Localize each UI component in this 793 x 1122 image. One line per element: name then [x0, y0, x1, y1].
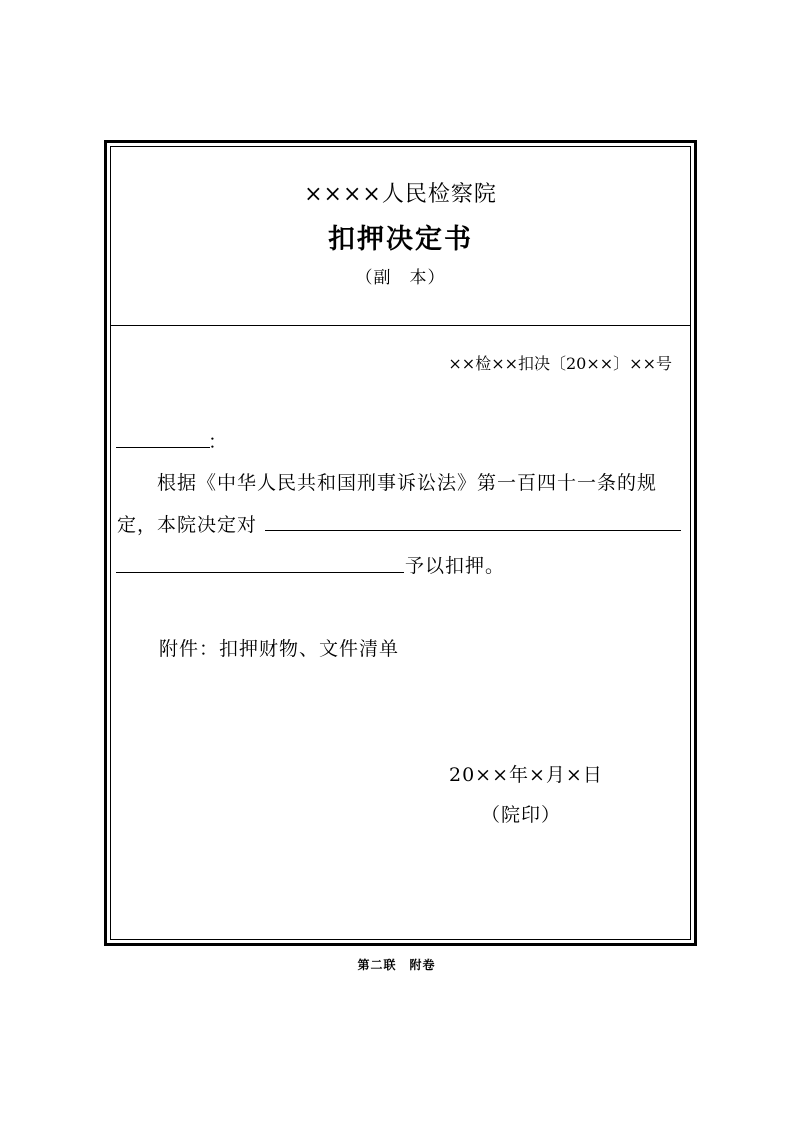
form-frame — [104, 140, 697, 946]
document-number: ××检××扣决〔20××〕××号 — [448, 354, 672, 373]
signature-date: 20××年×月×日 — [449, 764, 603, 786]
addressee-blank — [116, 447, 210, 448]
seal-label: （院印） — [481, 804, 562, 826]
form-inner-border — [110, 146, 691, 940]
body-line-1: 根据《中华人民共和国刑事诉讼法》第一百四十一条的规 — [157, 472, 658, 494]
seized-items-blank-2 — [116, 572, 404, 573]
header-divider — [111, 325, 690, 326]
agency-name: ××××人民检察院 — [304, 182, 497, 207]
copy-designation-footer: 第二联 附卷 — [357, 958, 436, 972]
seized-items-blank-1 — [265, 530, 681, 531]
addressee-colon: ： — [208, 431, 229, 453]
body-line-2-prefix: 定，本院决定对 — [117, 514, 258, 536]
document-title: 扣押决定书 — [328, 224, 473, 255]
body-line-3-suffix: 予以扣押。 — [405, 555, 506, 577]
copy-label: （副 本） — [355, 268, 446, 288]
attachment-note: 附件：扣押财物、文件清单 — [159, 638, 400, 660]
